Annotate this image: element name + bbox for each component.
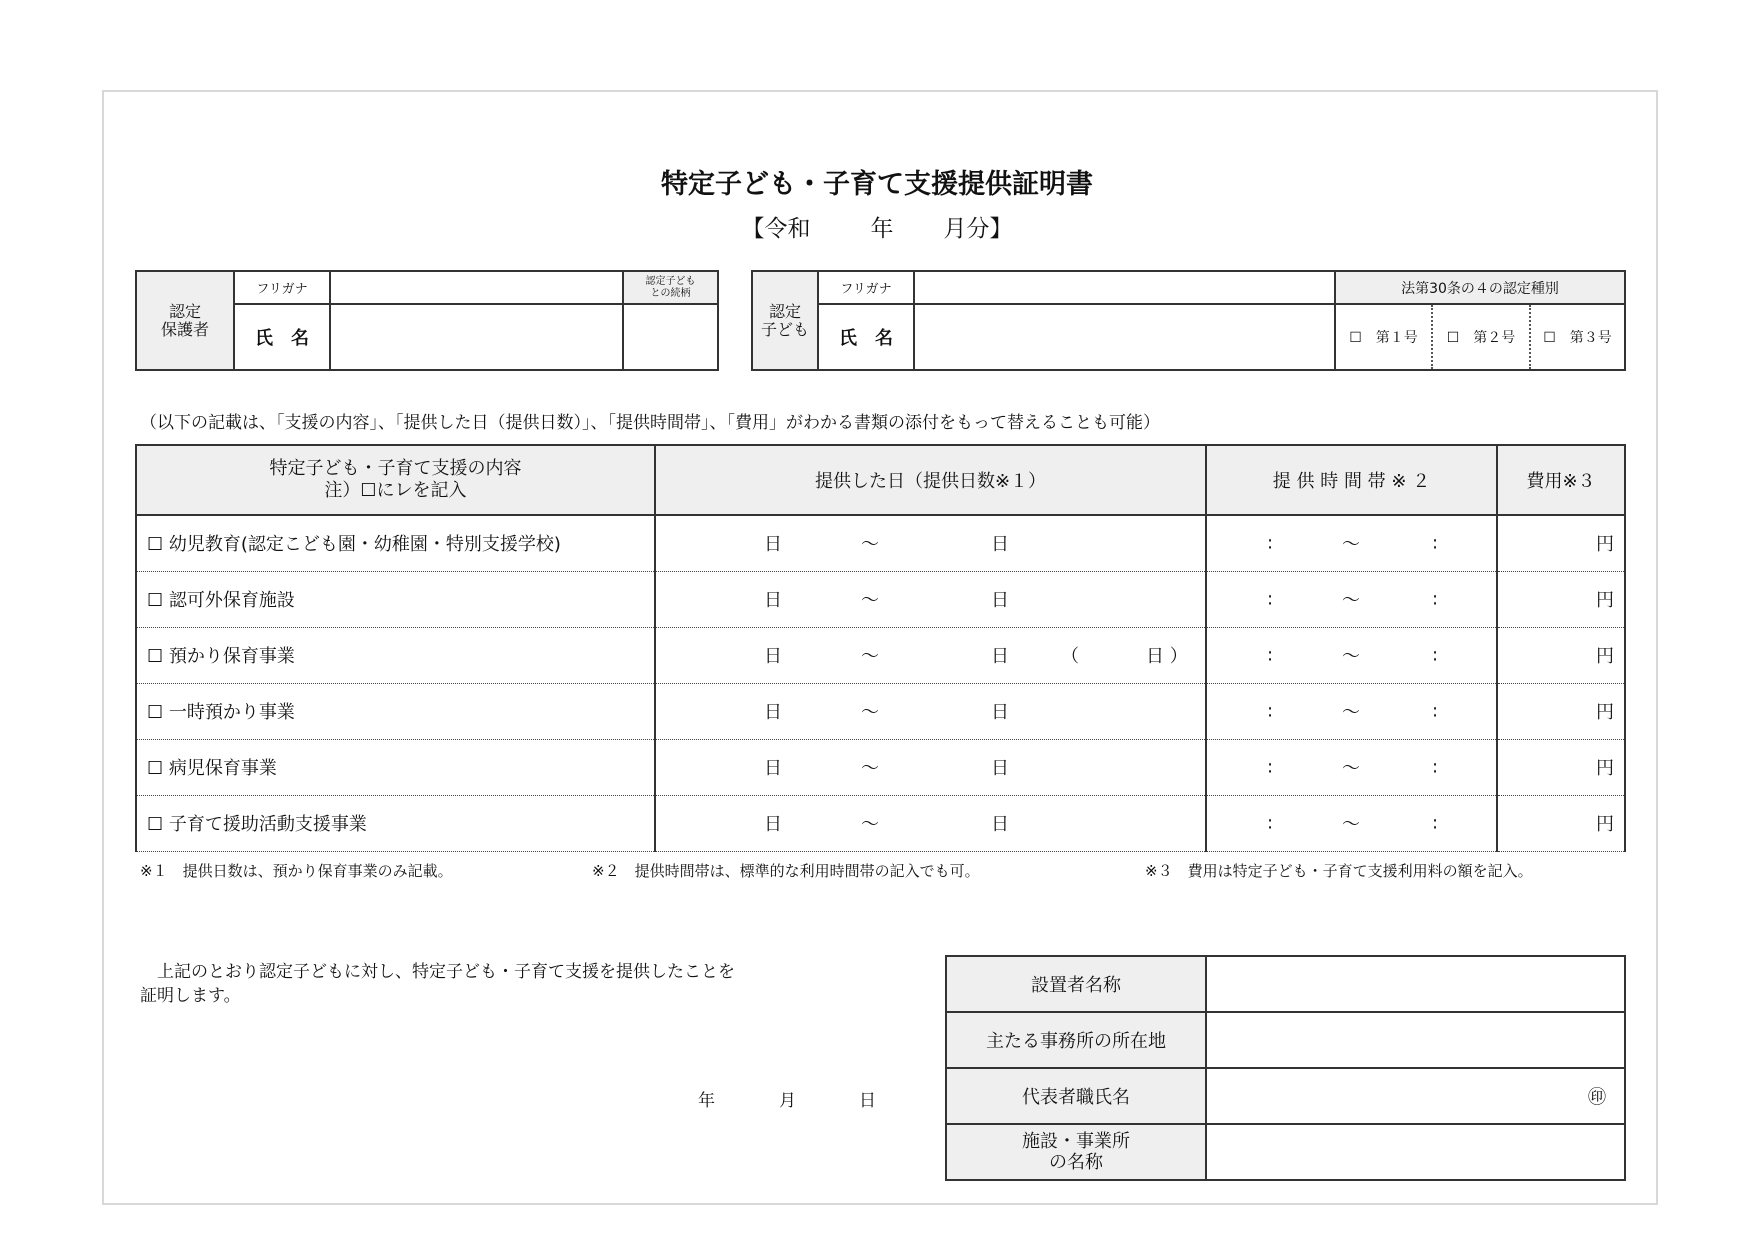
- fee-field[interactable]: [1497, 739, 1625, 795]
- child-table: [751, 270, 1626, 371]
- child-furigana-label: フリガナ: [818, 271, 914, 304]
- time-field[interactable]: [1206, 627, 1497, 683]
- support-type-checkbox[interactable]: ☐ 病児保育事業: [136, 739, 655, 795]
- provider-table: [945, 955, 1626, 1181]
- child-furigana-field[interactable]: [914, 271, 1335, 304]
- child-name-field[interactable]: [914, 304, 1335, 370]
- time-to: :: [1432, 812, 1439, 834]
- day-from: 日: [764, 814, 782, 835]
- note: （以下の記載は、「支援の内容」、「提供した日（提供日数）」、「提供時間帯」、「費用」がわかる書類の添付をもって替えることも可能）: [140, 413, 1160, 433]
- header-time: 提 供 時 間 帯 ※ ２: [1206, 445, 1497, 515]
- cert-type-label: 法第30条の４の認定種別: [1335, 271, 1625, 304]
- period-era: 【令和: [741, 216, 811, 242]
- office-address-label: 主たる事務所の所在地: [946, 1012, 1206, 1068]
- support-type-checkbox[interactable]: ☐ 認可外保育施設: [136, 571, 655, 627]
- support-type-checkbox[interactable]: ☐ 幼児教育(認定こども園・幼稚園・特別支援学校): [136, 515, 655, 571]
- time-to: :: [1432, 532, 1439, 554]
- time-to: :: [1432, 644, 1439, 666]
- yen-unit: 円: [1596, 702, 1614, 723]
- support-row: [136, 627, 1625, 683]
- child-label: 認定 子ども: [752, 271, 818, 370]
- guardian-furigana-label: フリガナ: [234, 271, 330, 304]
- representative-field[interactable]: [1206, 1068, 1625, 1124]
- support-type-checkbox[interactable]: ☐ 子育て援助活動支援事業: [136, 795, 655, 851]
- representative-label: 代表者職氏名: [946, 1068, 1206, 1124]
- support-type-checkbox[interactable]: ☐ 預かり保育事業: [136, 627, 655, 683]
- tilde: 〜: [861, 814, 879, 835]
- child-name-label: 氏 名: [818, 304, 914, 370]
- day-to: 日: [991, 758, 1009, 779]
- guardian-name-field[interactable]: [330, 304, 623, 370]
- time-from: :: [1267, 812, 1274, 834]
- days-field[interactable]: [655, 571, 1206, 627]
- support-row: [136, 515, 1625, 571]
- days-field[interactable]: [655, 795, 1206, 851]
- tilde: 〜: [861, 590, 879, 611]
- time-field[interactable]: [1206, 739, 1497, 795]
- yen-unit: 円: [1596, 590, 1614, 611]
- relation-label: 認定子ども との続柄: [623, 271, 718, 304]
- tilde: 〜: [861, 534, 879, 556]
- days-count-close: 日 ）: [1146, 646, 1188, 667]
- footnote-1: ※１ 提供日数は、預かり保育事業のみ記載。: [140, 862, 453, 880]
- certification-statement: 上記のとおり認定子どもに対し、特定子ども・子育て支援を提供したことを 証明します。: [140, 962, 735, 1006]
- period: [0, 210, 1754, 243]
- tilde: 〜: [1342, 758, 1360, 779]
- date-month: 月: [779, 1091, 796, 1111]
- period-year: 年: [870, 216, 894, 242]
- days-field[interactable]: [655, 515, 1206, 571]
- day-from: 日: [764, 646, 782, 667]
- guardian-furigana-field[interactable]: [330, 271, 623, 304]
- fee-field[interactable]: [1497, 683, 1625, 739]
- days-field[interactable]: [655, 683, 1206, 739]
- fee-field[interactable]: [1497, 571, 1625, 627]
- day-from: 日: [764, 702, 782, 723]
- day-from: 日: [764, 534, 782, 556]
- time-from: :: [1267, 644, 1274, 666]
- time-field[interactable]: [1206, 515, 1497, 571]
- office-address-field[interactable]: [1206, 1012, 1625, 1068]
- tilde: 〜: [1342, 814, 1360, 835]
- period-month: 月分】: [943, 216, 1013, 242]
- day-to: 日: [991, 590, 1009, 611]
- support-row: [136, 683, 1625, 739]
- time-from: :: [1267, 756, 1274, 778]
- day-to: 日: [991, 534, 1009, 556]
- cert-type-3-checkbox[interactable]: ☐ 第３号: [1530, 304, 1625, 370]
- time-to: :: [1432, 588, 1439, 610]
- time-to: :: [1432, 756, 1439, 778]
- fee-field[interactable]: [1497, 515, 1625, 571]
- provider-name-label: 設置者名称: [946, 956, 1206, 1012]
- time-field[interactable]: [1206, 571, 1497, 627]
- day-from: 日: [764, 758, 782, 779]
- support-row: [136, 571, 1625, 627]
- days-field[interactable]: [655, 739, 1206, 795]
- facility-name-label: 施設・事業所 の名称: [946, 1124, 1206, 1180]
- support-row: [136, 795, 1625, 851]
- header-fee: 費用※３: [1497, 445, 1625, 515]
- days-field[interactable]: [655, 627, 1206, 683]
- day-from: 日: [764, 590, 782, 611]
- time-from: :: [1267, 532, 1274, 554]
- yen-unit: 円: [1596, 758, 1614, 779]
- guardian-name-label: 氏 名: [234, 304, 330, 370]
- fee-field[interactable]: [1497, 795, 1625, 851]
- footnote-2: ※２ 提供時間帯は、標準的な利用時間帯の記入でも可。: [592, 862, 980, 880]
- fee-field[interactable]: [1497, 627, 1625, 683]
- yen-unit: 円: [1596, 646, 1614, 667]
- seal-mark: ㊞: [1588, 1087, 1606, 1108]
- yen-unit: 円: [1596, 534, 1614, 556]
- tilde: 〜: [1342, 590, 1360, 611]
- tilde: 〜: [1342, 534, 1360, 556]
- time-field[interactable]: [1206, 683, 1497, 739]
- tilde: 〜: [1342, 646, 1360, 667]
- header-days: 提供した日（提供日数※１）: [655, 445, 1206, 515]
- guardian-label: 認定 保護者: [136, 271, 234, 370]
- tilde: 〜: [861, 758, 879, 779]
- tilde: 〜: [1342, 702, 1360, 723]
- support-type-checkbox[interactable]: ☐ 一時預かり事業: [136, 683, 655, 739]
- time-from: :: [1267, 700, 1274, 722]
- tilde: 〜: [861, 646, 879, 667]
- guardian-table: [135, 270, 719, 371]
- date-year: 年: [698, 1091, 715, 1111]
- time-field[interactable]: [1206, 795, 1497, 851]
- cert-type-2-checkbox[interactable]: ☐ 第２号: [1432, 304, 1530, 370]
- relation-field[interactable]: [623, 304, 718, 370]
- facility-name-field[interactable]: [1206, 1124, 1625, 1180]
- date-day: 日: [859, 1091, 876, 1111]
- header-content: 特定子ども・子育て支援の内容 注）☐にレを記入: [136, 445, 655, 515]
- yen-unit: 円: [1596, 814, 1614, 835]
- support-table: [135, 444, 1626, 852]
- document-title: 特定子ども・子育て支援提供証明書: [661, 169, 1093, 200]
- cert-type-1-checkbox[interactable]: ☐ 第１号: [1335, 304, 1432, 370]
- provider-name-field[interactable]: [1206, 956, 1625, 1012]
- footnote-3: ※３ 費用は特定子ども・子育て支援利用料の額を記入。: [1145, 862, 1533, 880]
- time-from: :: [1267, 588, 1274, 610]
- days-count-open: （: [1061, 646, 1079, 667]
- day-to: 日: [991, 646, 1009, 667]
- support-row: [136, 739, 1625, 795]
- time-to: :: [1432, 700, 1439, 722]
- day-to: 日: [991, 702, 1009, 723]
- day-to: 日: [991, 814, 1009, 835]
- tilde: 〜: [861, 702, 879, 723]
